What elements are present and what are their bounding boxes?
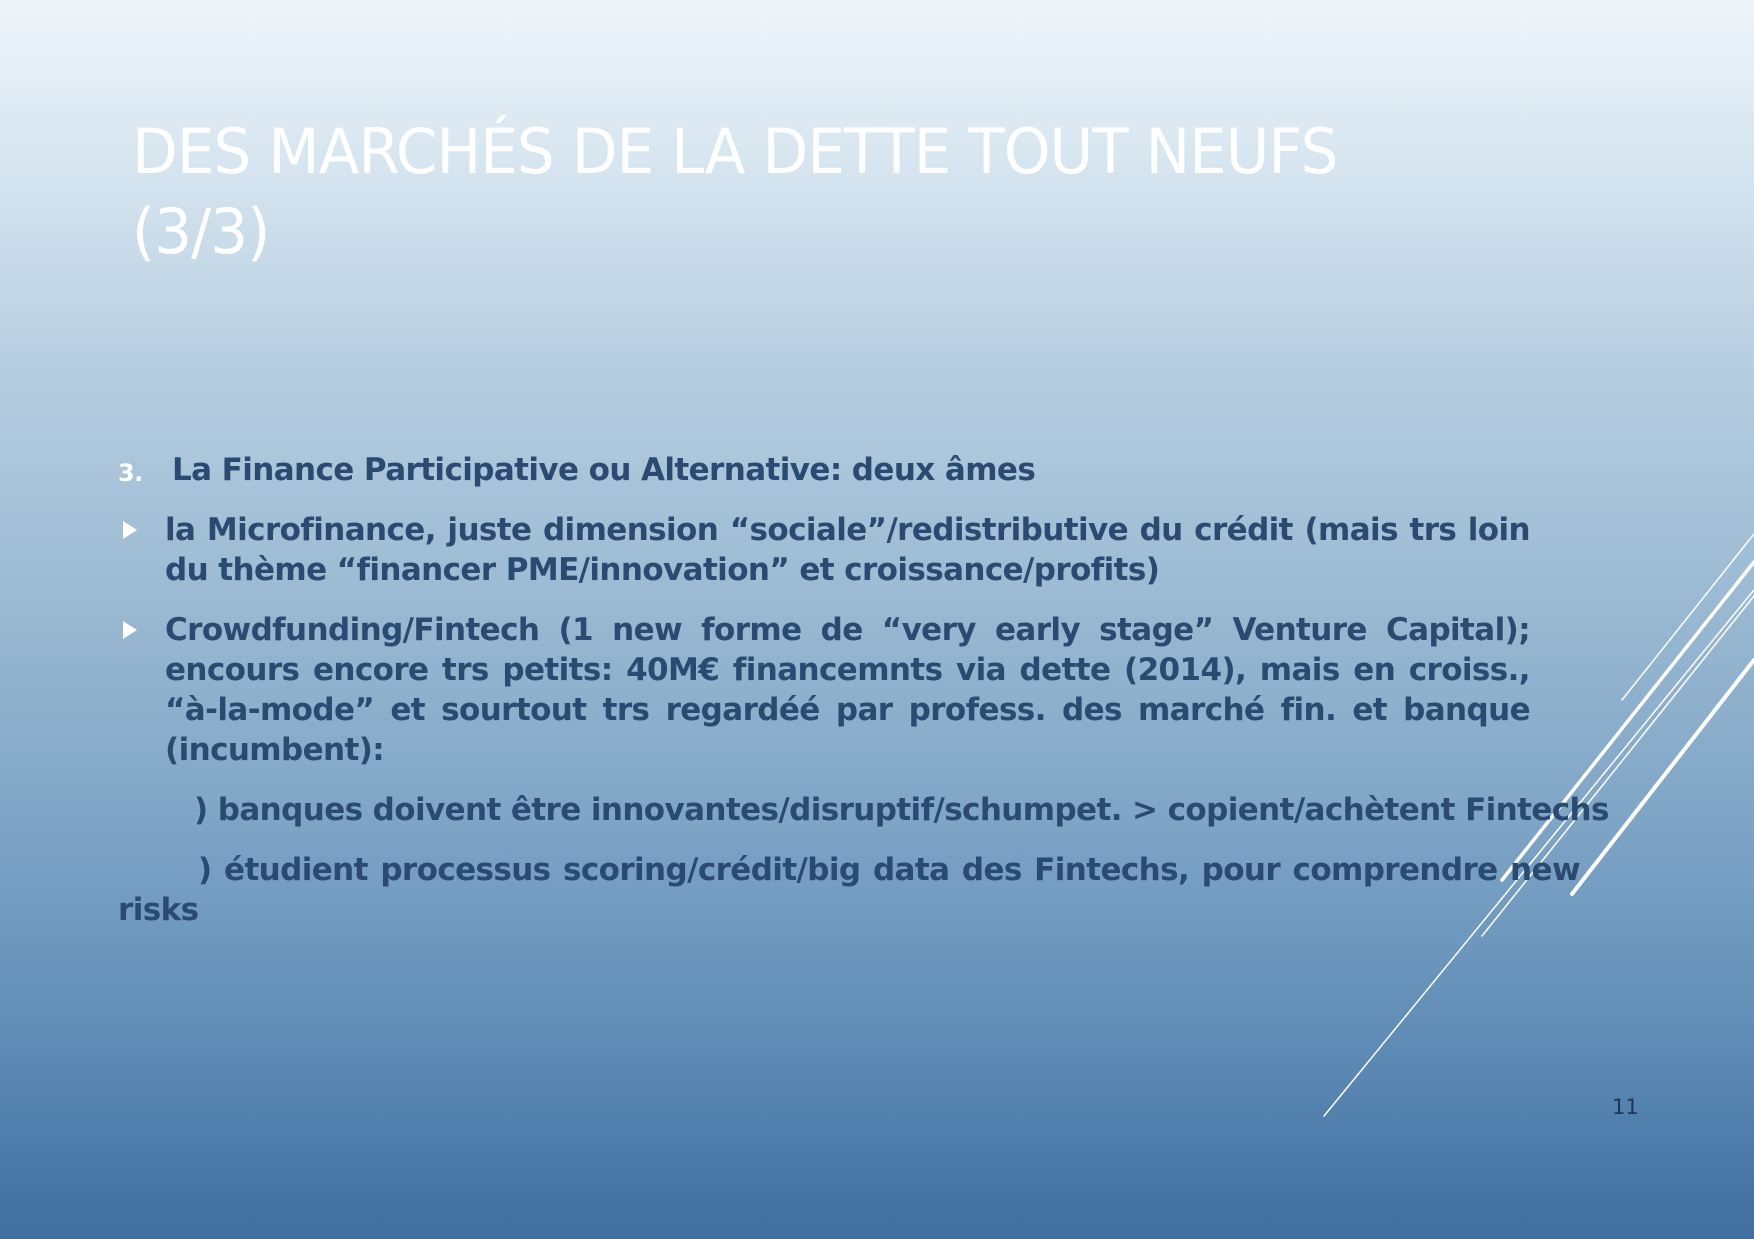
slide-title bbox=[132, 112, 1428, 272]
bullet-item-microfinance bbox=[118, 510, 1530, 590]
sub-point-scoring: ) étudient processus scoring/crédit/big data des Fintechs, pour comprendre new risks bbox=[118, 852, 1580, 928]
triangle-bullet-icon bbox=[123, 621, 137, 639]
page-number: 11 bbox=[1612, 1095, 1639, 1119]
section-heading bbox=[118, 450, 1580, 490]
deco-line-short-upper bbox=[1622, 534, 1754, 700]
slide-title-line-2: (3/3) bbox=[132, 195, 270, 268]
bullet-text-microfinance: la Microfinance, juste dimension “sociale”/redistributive du crédit (mais trs loin du thème “financer PME/innovation” et croissance/profits) bbox=[165, 512, 1530, 588]
section-heading-text: La Finance Participative ou Alternative: deux âmes bbox=[172, 452, 1036, 488]
section-number: 3. bbox=[118, 459, 143, 487]
bullet-text-crowdfunding: Crowdfunding/Fintech (1 new forme de “very early stage” Venture Capital); encours encore trs petits: 40M€ financemnts via dette (2014), mais en croiss., “à-la-mode” et sourtout trs regardéé par profess. des marché fin. et banque (incumbent): bbox=[165, 612, 1530, 768]
sub-point-banks: ) banques doivent être innovantes/disruptif/schumpet. > copient/achètent Fintechs bbox=[194, 792, 1609, 828]
bullet-item-crowdfunding bbox=[118, 610, 1530, 770]
triangle-bullet-icon bbox=[123, 521, 137, 539]
deco-line-thick-lower bbox=[1572, 660, 1754, 894]
slide-title-line-1: DES MARCHÉS DE LA DETTE TOUT NEUFS bbox=[132, 115, 1338, 188]
slide-body bbox=[118, 450, 1609, 930]
